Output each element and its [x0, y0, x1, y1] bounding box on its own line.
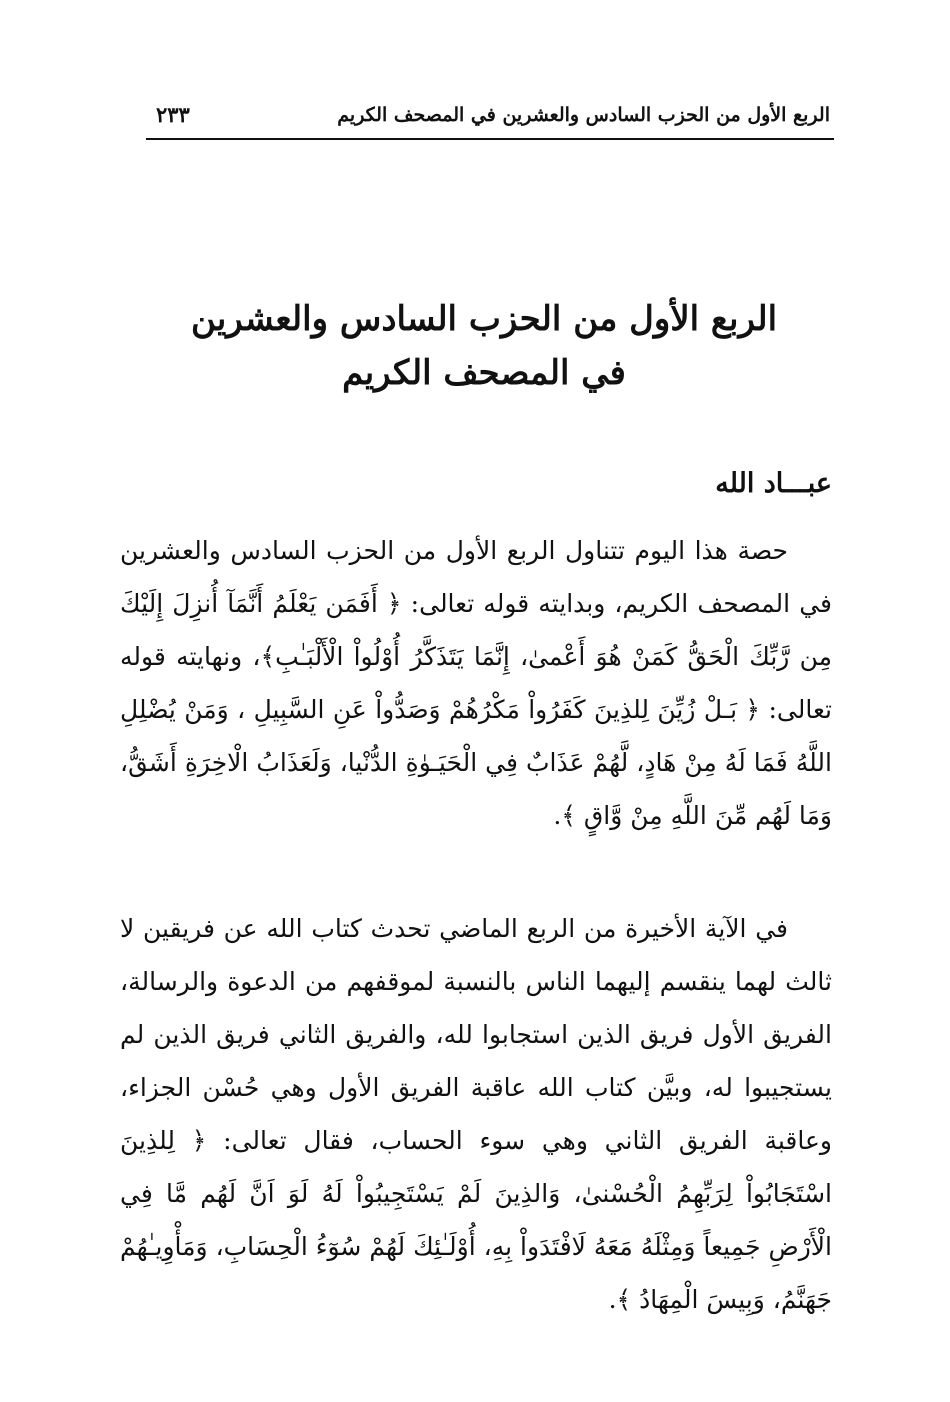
- body-paragraph-2: [120, 902, 832, 1326]
- paragraph-1-text-before: حصة هذا اليوم تتناول الربع الأول من الحزب السادس والعشرين في المصحف الكريم، وبدايته قوله تعالى:: [120, 536, 832, 618]
- quran-verse-3: ﴿ لِلذِينَ اسْتَجَابُواْ لِرَبِّهِمُ الْحُسْنىٰ، وَالذِينَ لَمْ يَسْتَجِيبُواْ لَهُ لَوَ اَنَّ لَهُم مَّا فِي الْأَرْضِ جَمِيعاً وَمِثْلَهُ مَعَهُ لَافْتَدَواْ بِهِ، أُوْلَـٰئِكَ لَهُمْ سُوٓءُ الْحِسَابِ، وَمَأْوِيـٰهُمْ جَهَنَّمُ، وَبِيسَ الْمِهَادُ ﴾: [120, 1126, 832, 1314]
- paragraph-1-text-middle: ، ونهايته قوله تعالى:: [120, 642, 832, 724]
- running-header: [146, 102, 834, 140]
- chapter-title-line-1: الربع الأول من الحزب السادس والعشرين: [190, 299, 778, 339]
- page-number: ٢٣٣: [156, 102, 190, 127]
- quran-verse-1: ﴿ أَفَمَن يَعْلَمُ أَنَّمَآ أُنزِلَ إِلَيْكَ مِن رَّبِّكَ الْحَقُّ كَمَنْ هُوَ أَعْمىٰ، إِنَّمَا يَتَذَكَّرُ أُوْلُواْ الْأَلْبَـٰبِ﴾: [120, 589, 832, 671]
- chapter-title-line-2: في المصحف الكريم: [342, 353, 626, 393]
- body-paragraph-1: [120, 524, 832, 842]
- chapter-title: [140, 292, 828, 400]
- running-title: الربع الأول من الحزب السادس والعشرين في المصحف الكريم: [337, 104, 830, 126]
- paragraph-1-text-after: .: [553, 801, 562, 830]
- quran-verse-2: ﴿ بَـلْ زُيِّنَ لِلذِينَ كَفَرُواْ مَكْرُهُمْ وَصَدُّواْ عَنِ السَّبِيلِ ، وَمَنْ يُضْلِلِ اللَّهُ فَمَا لَهُ مِنْ هَادٍ، لَّهُمْ عَذَابٌ فِي الْحَيَـوٰةِ الدُّنْيا، وَلَعَذَابُ الْاخِرَةِ أَشَقُّ، وَمَا لَهُم مِّنَ اللَّهِ مِنْ وَّاقٍ ﴾: [120, 695, 832, 830]
- section-heading: عبـــاد الله: [715, 468, 832, 499]
- paragraph-2-text-after: .: [608, 1285, 617, 1314]
- paragraph-2-text-before: في الآية الأخيرة من الربع الماضي تحدث كتاب الله عن فريقين لا ثالث لهما ينقسم إليهما الناس بالنسبة لموقفهم من الدعوة والرسالة، الفريق الأول فريق الذين استجابوا لله، والفريق الثاني فريق الذين لم يستجيبوا له، وبيَّن كتاب الله عاقبة الفريق الأول وهي حُسْن الجزاء، وعاقبة الفريق الثاني وهي سوء الحساب، فقال تعالى:: [120, 914, 832, 1155]
